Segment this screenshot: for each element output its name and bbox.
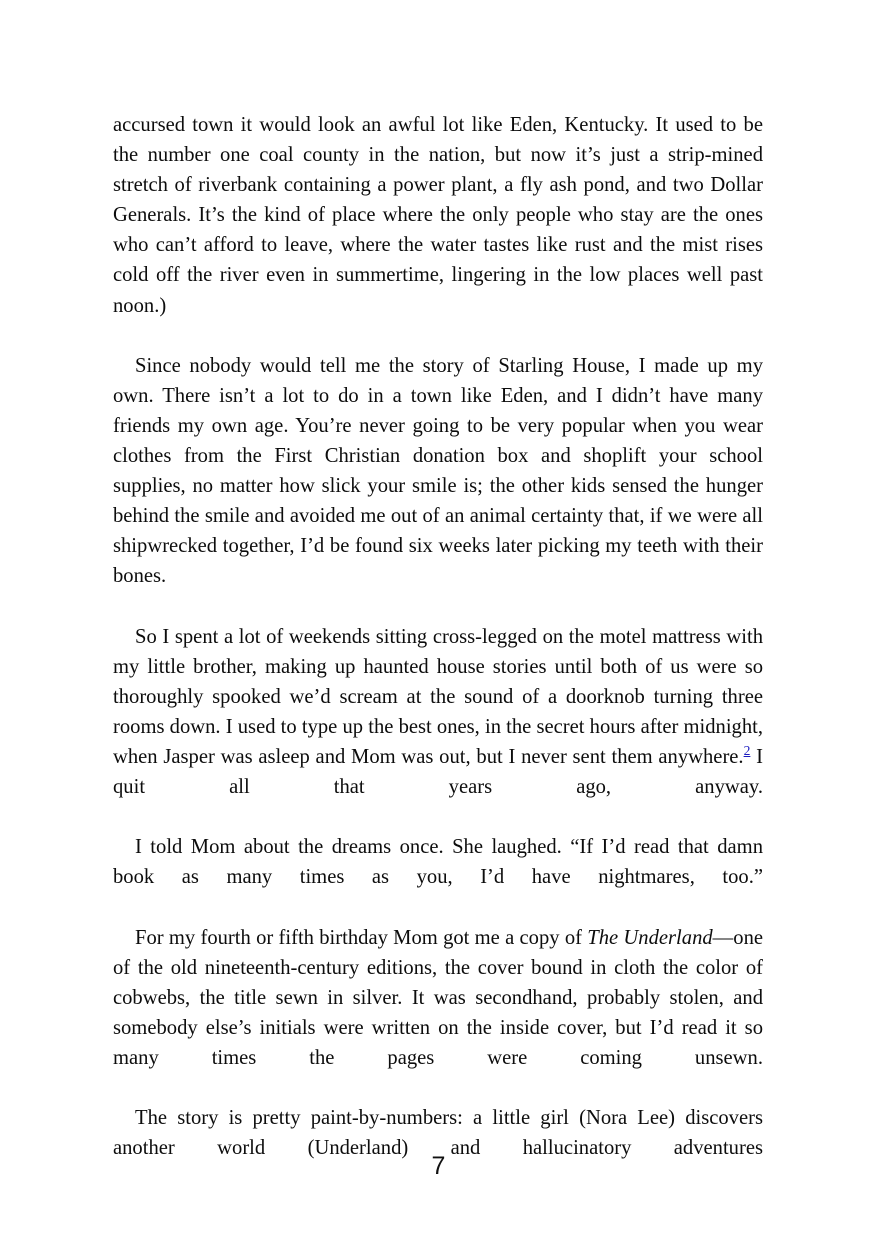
body-text-column (113, 110, 763, 1193)
page-number: 7 (431, 1152, 446, 1180)
footnote-reference-link[interactable]: 2 (743, 743, 751, 759)
paragraph-starling-house (113, 351, 763, 622)
paragraph-told-mom-dreams (113, 832, 763, 922)
book-title-italic: The Underland (587, 926, 713, 949)
paragraph-weekends-motel (113, 622, 763, 833)
paragraph-text-before-title: For my fourth or fifth birthday Mom got me a copy of (135, 926, 588, 949)
paragraph-text-before-footnote: So I spent a lot of weekends sitting cross-legged on the motel mattress with my little brother, making up haunted house stories until both of us were so thoroughly spooked we’d scream at the sound of a doorknob turning three rooms down. I used to type up the best ones, in the secret hours after midnight, when Jasper was asleep and Mom was out, but I never sent them anywhere. (113, 625, 763, 768)
paragraph-text-after-footnote: I quit all that years ago, anyway. (113, 745, 763, 799)
paragraph-the-underland-book (113, 923, 763, 1104)
paragraph-text: accursed town it would look an awful lot like Eden, Kentucky. It used to be the number one coal county in the nation, but now it’s just a strip-mined stretch of riverbank containing a power plant, a fly ash pond, and two Dollar Generals. It’s the kind of place where the only people who stay are the ones who can’t afford to leave, where the water tastes like rust and the mist rises cold off the river even in summertime, lingering in the low places well past noon.) (113, 114, 763, 317)
paragraph-text-after-title: —one of the old nineteenth-century editions, the cover bound in cloth the color of cobwebs, the title sewn in silver. It was secondhand, probably stolen, and somebody else’s initials were written on the inside cover, but I’d read it so many times the pages were coming unsewn. (113, 926, 763, 1069)
paragraph-text: Since nobody would tell me the story of Starling House, I made up my own. There isn’t a lot to do in a town like Eden, and I didn’t have many friends my own age. You’re never going to be very popular when you wear clothes from the First Christian donation box and shoplift your school supplies, no matter how slick your smile is; the other kids sensed the hunger behind the smile and avoided me out of an animal certainty that, if we were all shipwrecked together, I’d be found six weeks later picking my teeth with their bones. (113, 354, 763, 588)
paragraph-accursed-town (113, 110, 763, 351)
paragraph-text: The story is pretty paint-by-numbers: a little girl (Nora Lee) discovers another world (Underland) and hallucinatory adventures (113, 1107, 763, 1160)
paragraph-text: I told Mom about the dreams once. She laughed. “If I’d read that damn book as many times as you, I’d have nightmares, too.” (113, 836, 763, 889)
